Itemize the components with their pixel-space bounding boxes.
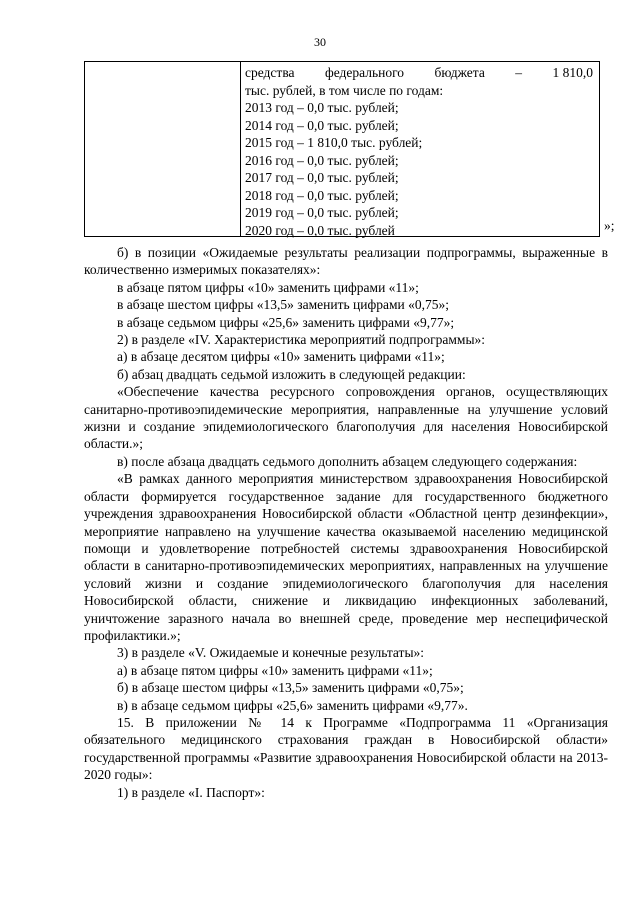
paragraph: в абзаце пятом цифры «10» заменить цифрами «11»; [117,279,419,295]
passport-table [84,61,600,237]
paragraph: б) в абзаце шестом цифры «13,5» заменить цифрами «0,75»; [117,680,464,696]
table-line: 2016 год – 0,0 тыс. рублей; [245,152,399,168]
paragraph: в) после абзаца двадцать седьмого дополнить абзацем следующего содержания: [117,453,578,469]
table-word: – [515,65,523,80]
paragraph: 3) в разделе «V. Ожидаемые и конечные результаты»: [117,645,425,661]
paragraph: 1) в разделе «I. Паспорт»: [117,784,265,800]
table-word: 1 810,0 [552,65,593,80]
paragraph: в) в абзаце седьмом цифры «25,6» заменить цифрами «9,77». [117,697,468,713]
paragraph: «В рамках данного мероприятия министерством здравоохранения Новосибирской области формируется государственное задание для государственного бюджетного учреждения здравоохранения Новосибирской области «Областной центр дезинфекции», мероприятие направлено на улучшение качества оказываемой населению медицинской помощи и удовлетворение потребностей системы здравоохранения Новосибирской области в санитарно-противоэпидемических мероприятиях, направленных на улучшение условий жизни и создание эпидемиологического благополучия для населения Новосибирской области, снижение и ликвидацию инфекционных заболеваний, уничтожение заразного начала во внешней среде, проведение мер неспецифической профилактики.»; [84,471,608,643]
paragraph: б) абзац двадцать седьмой изложить в следующей редакции: [117,366,466,382]
table-line: 2018 год – 0,0 тыс. рублей; [245,187,399,203]
table-line: тыс. рублей, в том числе по годам: [245,82,444,98]
table-word: бюджета [434,65,485,80]
table-word: федерального [324,65,405,80]
paragraph: 15. В приложении № 14 к Программе «Подпрограмма 11 «Организация обязательного медицинского страхования граждан в Новосибирской области» государственной программы «Развитие здравоохранения Новосибирской области на 2013-2020 годы»: [84,714,608,783]
table-line: 2014 год – 0,0 тыс. рублей; [245,117,399,133]
paragraph: б) в позиции «Ожидаемые результаты реализации подпрограммы, выраженные в количественно измеримых показателях»: [84,245,608,278]
table-line: 2015 год – 1 810,0 тыс. рублей; [245,135,423,150]
table-first-line [245,64,593,82]
paragraph: а) в абзаце пятом цифры «10» заменить цифрами «11»; [117,662,433,678]
table-line: 2019 год – 0,0 тыс. рублей; [245,205,399,220]
paragraph: в абзаце седьмом цифры «25,6» заменить цифрами «9,77»; [117,314,455,330]
table-word: средства [245,65,295,80]
paragraph: 2) в разделе «IV. Характеристика мероприятий подпрограммы»: [117,332,486,348]
paragraph: «Обеспечение качества ресурсного сопровождения органов, осуществляющих санитарно-противоэпидемические мероприятия, направленные на улучшение условий жизни и создание эпидемиологического благополучия для населения Новосибирской области.»; [84,384,608,452]
table-line: 2013 год – 0,0 тыс. рублей; [245,100,399,115]
paragraph: а) в абзаце десятом цифры «10» заменить цифрами «11»; [117,349,445,365]
table-closing-quote: »; [604,218,615,233]
page-number: 30 [314,35,326,49]
table-value-cell [245,64,593,239]
document-body [84,244,608,801]
table-line: 2017 год – 0,0 тыс. рублей; [245,170,399,185]
table-line: 2020 год – 0,0 тыс. рублей [245,222,395,238]
paragraph: в абзаце шестом цифры «13,5» заменить цифрами «0,75»; [117,297,449,313]
table-column-divider [240,62,241,236]
